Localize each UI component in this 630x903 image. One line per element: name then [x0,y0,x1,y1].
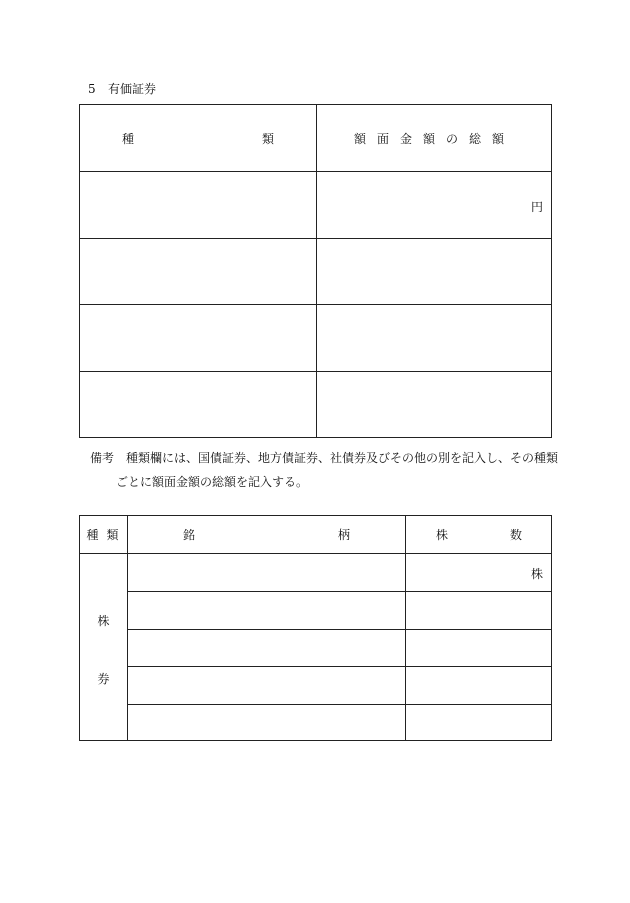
share-count-cell-3[interactable] [406,630,552,666]
remarks-line-1: 種類欄には、国債証券、地方債証券、社債券及びその他の別を記入し、その種類 [126,451,559,465]
kind-stock-certificate [80,554,127,741]
header-face-amount: 額面金額の総額 [353,131,515,146]
section-title [88,80,156,97]
kind-char-2: 券 [97,672,110,686]
unit-yen: 円 [530,200,543,214]
header-name-char-1: 銘 [183,528,196,542]
remarks-line-2: ごとに額面金額の総額を記入する。 [116,475,309,489]
stock-table [79,515,552,741]
kind-cell-2[interactable] [80,239,316,304]
header-issue-name [128,516,405,553]
header-kind-char-1: 種 [122,131,135,146]
unit-shares: 株 [530,567,543,581]
header-count-char-2: 数 [509,528,522,542]
header-kind [80,105,316,171]
header-name-char-2: 柄 [337,528,350,542]
header-share-count [406,516,552,553]
kind-char-1: 株 [97,614,110,628]
issue-name-cell-5[interactable] [128,705,405,741]
kind-cell-3[interactable] [80,305,316,371]
amount-cell-4[interactable] [317,372,552,438]
header-count-char-1: 株 [436,528,449,542]
kind-cell-4[interactable] [80,372,316,438]
issue-name-cell-2[interactable] [128,592,405,629]
section-number: 5 [88,82,96,96]
securities-amount-table [79,104,552,438]
share-count-cell-4[interactable] [406,667,552,704]
share-count-cell-1[interactable] [406,554,552,591]
remarks [90,446,558,494]
amount-cell-2[interactable] [317,239,552,304]
kind-cell-1[interactable] [80,172,316,238]
issue-name-cell-4[interactable] [128,667,405,704]
issue-name-cell-1[interactable] [128,554,405,591]
header-kind-char-2: 類 [261,131,274,146]
share-count-cell-2[interactable] [406,592,552,629]
share-count-cell-5[interactable] [406,705,552,741]
section-title-text: 有価証券 [108,82,157,96]
amount-cell-1[interactable] [317,172,552,238]
issue-name-cell-3[interactable] [128,630,405,666]
amount-cell-3[interactable] [317,305,552,371]
remarks-label: 備考 [90,451,115,465]
header-kind: 種類 [86,528,127,542]
